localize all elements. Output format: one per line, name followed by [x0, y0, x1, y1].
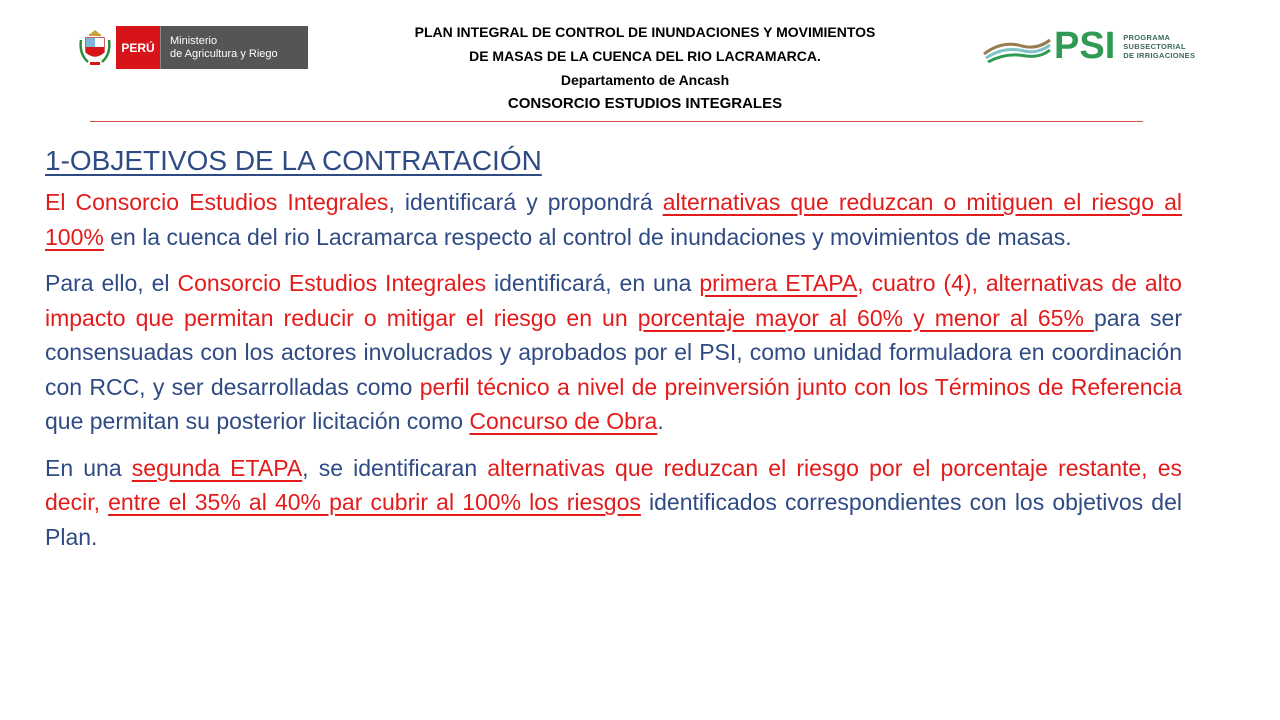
- peru-coat-of-arms-icon: [78, 26, 112, 69]
- p2-span-9: que permitan su posterior licitación como: [45, 408, 470, 434]
- p2-span-6: porcentaje mayor al 60% y menor al 65%: [637, 304, 1094, 331]
- p1-span-4: en la cuenca del rio Lacramarca respecto al control de inundaciones y movimientos de masas.: [103, 223, 1072, 250]
- p2-span-10: Concurso de Obra: [469, 408, 658, 434]
- p1-span-1: El Consorcio Estudios Integrales: [45, 189, 389, 215]
- section-heading: 1-OBJETIVOS DE LA CONTRATACIÓN: [45, 145, 542, 176]
- p2-span-3: identificará, en una: [486, 270, 700, 296]
- ministry-name: [160, 26, 308, 69]
- psi-sub-2: SUBSECTORIAL: [1123, 41, 1186, 51]
- header-line-3: Departamento de Ancash: [560, 72, 730, 88]
- psi-logo: [982, 26, 1195, 66]
- ministry-logo: [78, 26, 308, 69]
- psi-sub-3: DE IRRIGACIONES: [1123, 50, 1196, 60]
- p3-span-5: entre el 35% al 40% par cubrir al 100% los riesgos: [108, 489, 641, 515]
- header-line-1: PLAN INTEGRAL DE CONTROL DE INUNDACIONES Y MOVIMIENTOS: [414, 24, 876, 40]
- psi-sub-1: PROGRAMA: [1123, 32, 1171, 42]
- p3-span-2: segunda ETAPA: [131, 454, 303, 481]
- p1-span-2: , identificará y propondrá: [388, 189, 663, 215]
- p2-span-5: , cuatro (4), alternativas de alto impacto que permitan reducir o mitigar el riesgo en un: [45, 270, 1182, 331]
- psi-acronym: PSI: [1054, 25, 1116, 67]
- header-line-2: DE MASAS DE LA CUENCA DEL RIO LACRAMARCA.: [469, 48, 821, 64]
- paragraph-3: [45, 451, 1182, 555]
- main-content: [45, 143, 1182, 566]
- p2-span-4: primera ETAPA: [699, 270, 858, 296]
- p1-span-3: alternativas que reduzcan o mitiguen el riesgo al 100%: [45, 189, 1182, 250]
- p3-span-3: , se identificaran: [302, 454, 488, 481]
- document-header: [330, 20, 960, 116]
- paragraph-1: [45, 185, 1182, 254]
- peru-label: PERÚ: [116, 26, 160, 69]
- p2-span-2: Consorcio Estudios Integrales: [177, 270, 487, 296]
- header-line-4: CONSORCIO ESTUDIOS INTEGRALES: [507, 95, 783, 112]
- ministry-line-1: Ministerio: [170, 34, 218, 47]
- ministry-line-2: de Agricultura y Riego: [170, 47, 278, 60]
- p2-span-1: Para ello, el: [45, 270, 178, 296]
- p2-span-11: .: [657, 408, 664, 434]
- paragraph-2: [45, 266, 1182, 439]
- water-waves-icon: [982, 26, 1052, 66]
- p3-span-1: En una: [45, 454, 132, 481]
- p3-span-6: identificados correspondientes con los objetivos del Plan.: [45, 489, 1182, 550]
- p2-span-8: perfil técnico a nivel de preinversión junto con los Términos de Referencia: [419, 373, 1183, 400]
- p2-span-7: para ser consensuadas con los actores involucrados y aprobados por el PSI, como unidad formuladora en coordinación con RCC, y ser desarrolladas como: [45, 304, 1183, 400]
- p3-span-4: alternativas que reduzcan el riesgo por el porcentaje restante, es decir,: [45, 454, 1182, 515]
- psi-fullname: [1123, 33, 1195, 60]
- header-divider: [90, 121, 1143, 122]
